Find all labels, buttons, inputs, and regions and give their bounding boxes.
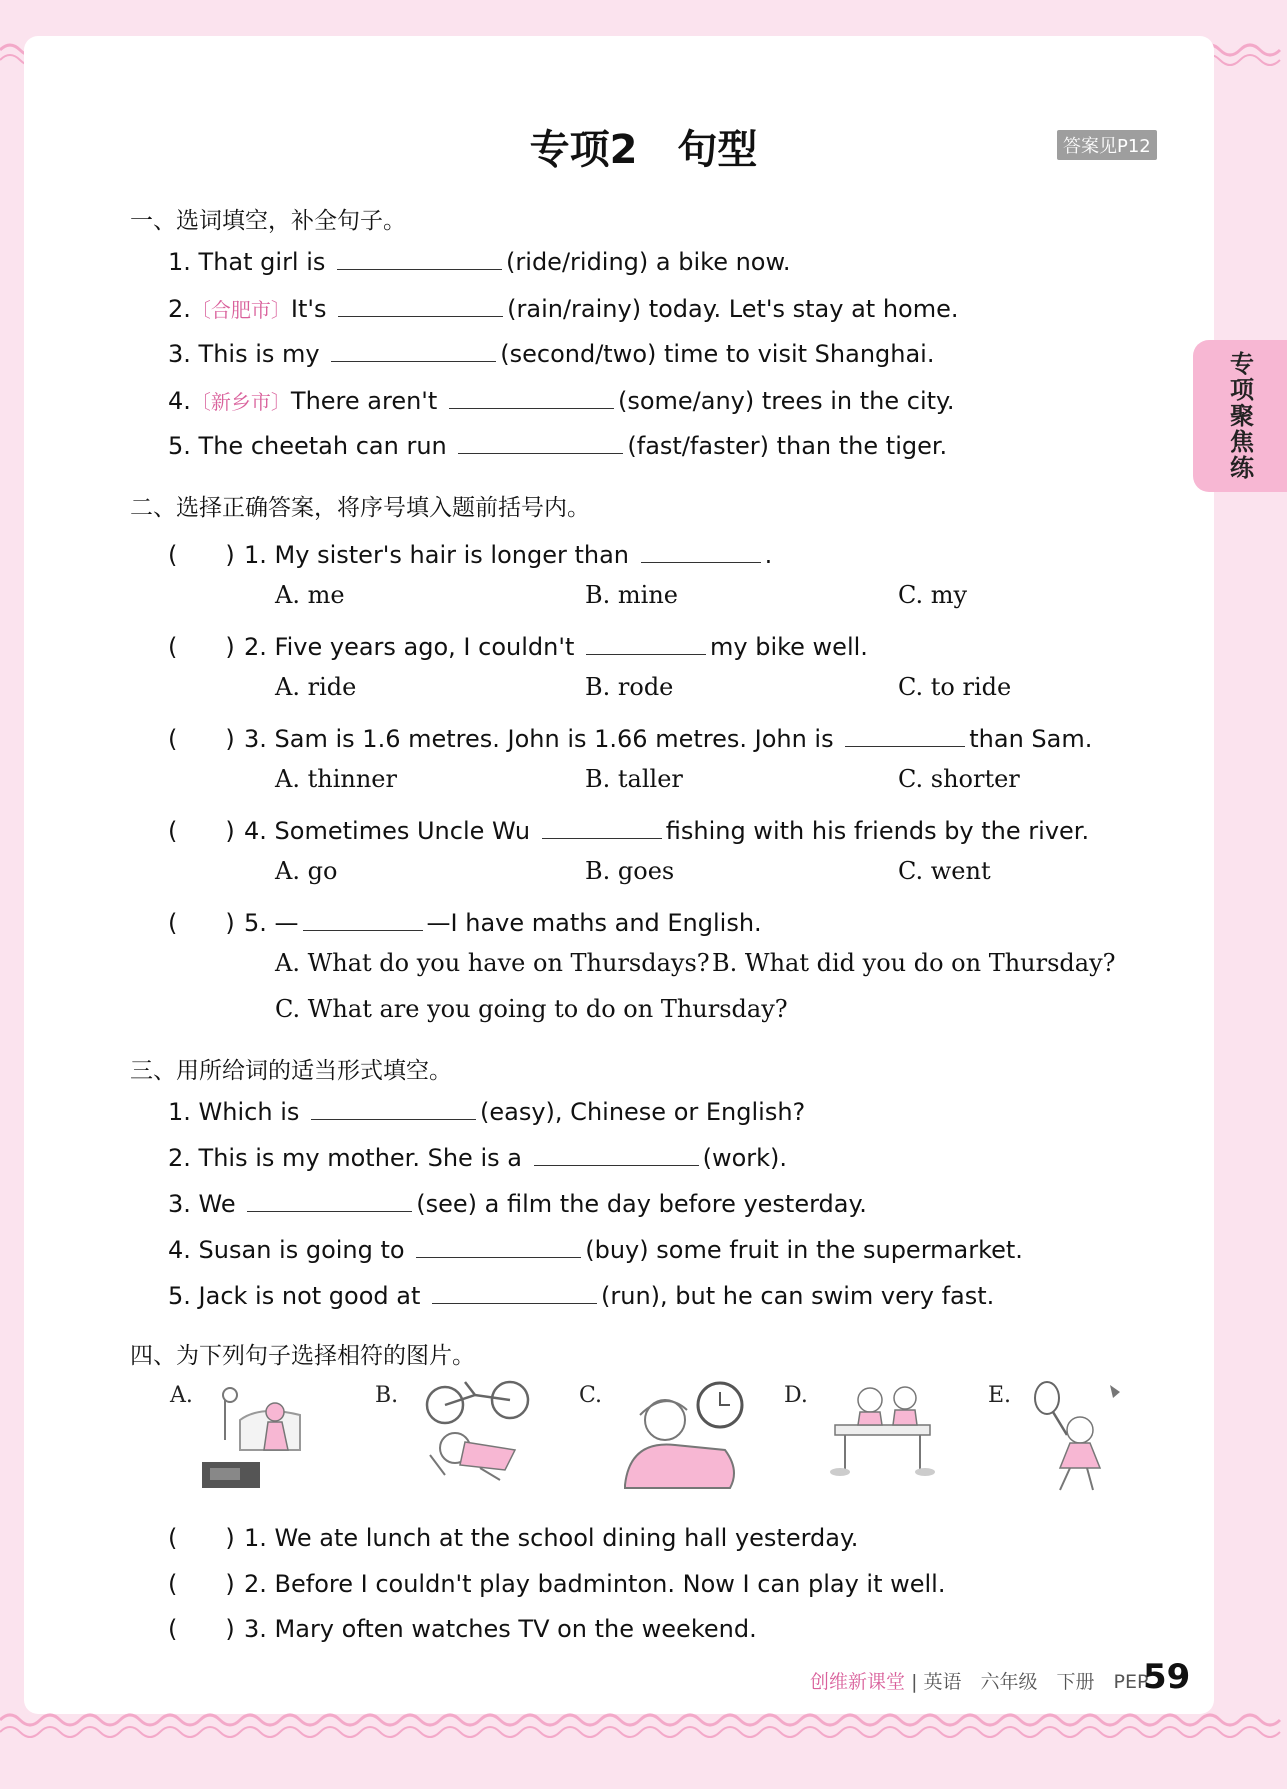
item-number: 5. — [244, 909, 267, 937]
item-number: 1. — [168, 1098, 191, 1126]
answer-blank[interactable] — [337, 249, 502, 270]
item-text-after: (ride/riding) a bike now. — [506, 248, 791, 276]
s1-item-5 — [168, 432, 947, 460]
item-number: 2. — [168, 1144, 191, 1172]
answer-paren[interactable]: ( ) — [168, 817, 235, 845]
option-a: A. ride — [275, 673, 357, 701]
picture-label-b: B. — [375, 1383, 399, 1408]
item-text-before: My sister's hair is longer than — [274, 541, 630, 569]
item-text-after: (rain/rainy) today. Let's stay at home. — [507, 295, 959, 323]
option-a: A. thinner — [275, 765, 397, 793]
answer-blank[interactable] — [416, 1237, 581, 1258]
item-text-after: (buy) some fruit in the supermarket. — [585, 1236, 1023, 1264]
item-text-after: (fast/faster) than the tiger. — [627, 432, 948, 460]
item-text-after: . — [764, 541, 773, 569]
s4-item-1 — [168, 1518, 858, 1553]
picture-b-bike-fall-icon — [410, 1380, 540, 1485]
city-tag: 〔合肥市〕 — [190, 298, 291, 322]
item-text: 1. We ate lunch at the school dining hall yesterday. — [244, 1524, 859, 1552]
option-a: A. me — [275, 581, 345, 609]
item-text-before: That girl is — [198, 248, 326, 276]
option-b: B. rode — [585, 673, 674, 701]
item-text-before: We — [198, 1190, 236, 1218]
answer-blank[interactable] — [458, 433, 623, 454]
option-a: A. go — [275, 857, 338, 885]
answer-blank[interactable] — [449, 388, 614, 409]
item-text-before: This is my — [198, 340, 320, 368]
option-a: A. What do you have on Thursdays? — [275, 949, 710, 977]
answer-blank[interactable] — [432, 1283, 597, 1304]
option-b: B. What did you do on Thursday? — [712, 949, 1116, 977]
option-b: B. mine — [585, 581, 678, 609]
item-text-after: —I have maths and English. — [426, 909, 762, 937]
section3-heading: 三、用所给词的适当形式填空。 — [130, 1058, 452, 1084]
item-number: 3. — [168, 340, 191, 368]
item-text-before: Sam is 1.6 metres. John is 1.66 metres. John is — [274, 725, 834, 753]
answer-blank — [586, 634, 706, 655]
item-text-after: (work). — [702, 1144, 788, 1172]
answer-reference-badge: 答案见P12 — [1057, 130, 1157, 160]
item-text-after: (some/any) trees in the city. — [617, 387, 955, 415]
footer-brand: 创维新课堂 — [810, 1671, 906, 1693]
city-tag: 〔新乡市〕 — [190, 390, 291, 414]
item-text-after: (easy), Chinese or English? — [480, 1098, 806, 1126]
picture-label-a: A. — [170, 1383, 193, 1408]
answer-paren[interactable]: ( ) — [168, 633, 235, 661]
s1-item-3 — [168, 340, 934, 368]
s3-item-3 — [168, 1190, 867, 1218]
item-text: 3. Mary often watches TV on the weekend. — [244, 1615, 757, 1643]
s1-item-4 — [168, 386, 954, 415]
item-number: 1. — [168, 248, 191, 276]
s2-item-2 — [168, 627, 868, 662]
s2-item-5 — [168, 903, 762, 938]
item-number: 4. — [244, 817, 267, 845]
item-text-before: There aren't — [290, 387, 438, 415]
s1-item-2 — [168, 294, 959, 323]
s3-item-5 — [168, 1282, 994, 1310]
item-text-before: Which is — [198, 1098, 300, 1126]
section4-heading: 四、为下列句子选择相符的图片。 — [130, 1343, 475, 1369]
answer-blank[interactable] — [311, 1099, 476, 1120]
item-text-before: It's — [290, 295, 327, 323]
option-c: C. to ride — [898, 673, 1012, 701]
option-c: C. my — [898, 581, 968, 609]
picture-c-wake-up-icon — [615, 1380, 745, 1490]
option-b: B. goes — [585, 857, 675, 885]
answer-paren[interactable]: ( ) — [168, 909, 235, 937]
item-text-after: (second/two) time to visit Shanghai. — [500, 340, 935, 368]
answer-paren[interactable]: ( ) — [168, 725, 235, 753]
footer-info — [810, 1667, 1148, 1694]
section1-heading: 一、选词填空，补全句子。 — [130, 208, 406, 234]
answer-paren[interactable]: ( ) — [168, 1570, 235, 1598]
footer-separator: | — [911, 1671, 918, 1693]
item-text-after: than Sam. — [969, 725, 1093, 753]
item-text: 2. Before I couldn't play badminton. Now I can play it well. — [244, 1570, 946, 1598]
item-number: 3. — [168, 1190, 191, 1218]
item-number: 3. — [244, 725, 267, 753]
item-number: 2. — [244, 633, 267, 661]
answer-blank[interactable] — [331, 341, 496, 362]
picture-label-c: C. — [579, 1383, 603, 1408]
item-text-after: my bike well. — [710, 633, 868, 661]
s3-item-1 — [168, 1098, 805, 1126]
answer-paren[interactable]: ( ) — [168, 1524, 235, 1552]
picture-d-dining-hall-icon — [820, 1380, 950, 1485]
answer-blank[interactable] — [338, 296, 503, 317]
item-text-before: Susan is going to — [198, 1236, 405, 1264]
item-number: 1. — [244, 541, 267, 569]
option-c: C. went — [898, 857, 991, 885]
side-tab-label: 专项聚焦练 — [1225, 351, 1254, 481]
answer-blank — [641, 542, 761, 563]
bottom-wavy-border — [0, 1690, 1287, 1789]
item-text-after: (see) a film the day before yesterday. — [416, 1190, 867, 1218]
side-section-tab — [1193, 340, 1287, 492]
item-text-before: This is my mother. She is a — [198, 1144, 522, 1172]
option-b: B. taller — [585, 765, 683, 793]
item-number: 5. — [168, 432, 191, 460]
picture-a-watching-tv-icon — [200, 1380, 315, 1490]
section2-heading: 二、选择正确答案，将序号填入题前括号内。 — [130, 495, 590, 521]
item-text-before: The cheetah can run — [198, 432, 447, 460]
s3-item-4 — [168, 1236, 1023, 1264]
picture-e-badminton-icon — [1025, 1380, 1125, 1495]
option-c: C. What are you going to do on Thursday? — [275, 995, 788, 1023]
item-number: 4. — [168, 387, 191, 415]
page-number: 59 — [1143, 1657, 1191, 1697]
s1-item-1 — [168, 248, 791, 276]
item-text-before: — — [274, 909, 299, 937]
answer-blank[interactable] — [247, 1191, 412, 1212]
answer-paren[interactable]: ( ) — [168, 1615, 235, 1643]
picture-label-d: D. — [784, 1383, 808, 1408]
item-text-before: Sometimes Uncle Wu — [274, 817, 531, 845]
s3-item-2 — [168, 1144, 787, 1172]
answer-blank[interactable] — [534, 1145, 699, 1166]
item-text-before: Jack is not good at — [198, 1282, 421, 1310]
item-text-after: (run), but he can swim very fast. — [601, 1282, 995, 1310]
s2-item-1 — [168, 535, 772, 570]
item-text-before: Five years ago, I couldn't — [274, 633, 575, 661]
answer-blank — [303, 910, 423, 931]
item-number: 5. — [168, 1282, 191, 1310]
item-number: 2. — [168, 295, 191, 323]
option-c: C. shorter — [898, 765, 1020, 793]
s2-item-4 — [168, 811, 1089, 846]
page-title: 专项2 句型 — [529, 127, 758, 173]
s4-item-2 — [168, 1564, 945, 1599]
s2-item-3 — [168, 719, 1092, 754]
s4-item-3 — [168, 1609, 757, 1644]
item-number: 4. — [168, 1236, 191, 1264]
picture-label-e: E. — [988, 1383, 1012, 1408]
answer-blank — [542, 818, 662, 839]
answer-blank — [845, 726, 965, 747]
item-text-after: fishing with his friends by the river. — [665, 817, 1090, 845]
footer-book-info: 英语 六年级 下册 PEP — [923, 1671, 1149, 1693]
answer-paren[interactable]: ( ) — [168, 541, 235, 569]
